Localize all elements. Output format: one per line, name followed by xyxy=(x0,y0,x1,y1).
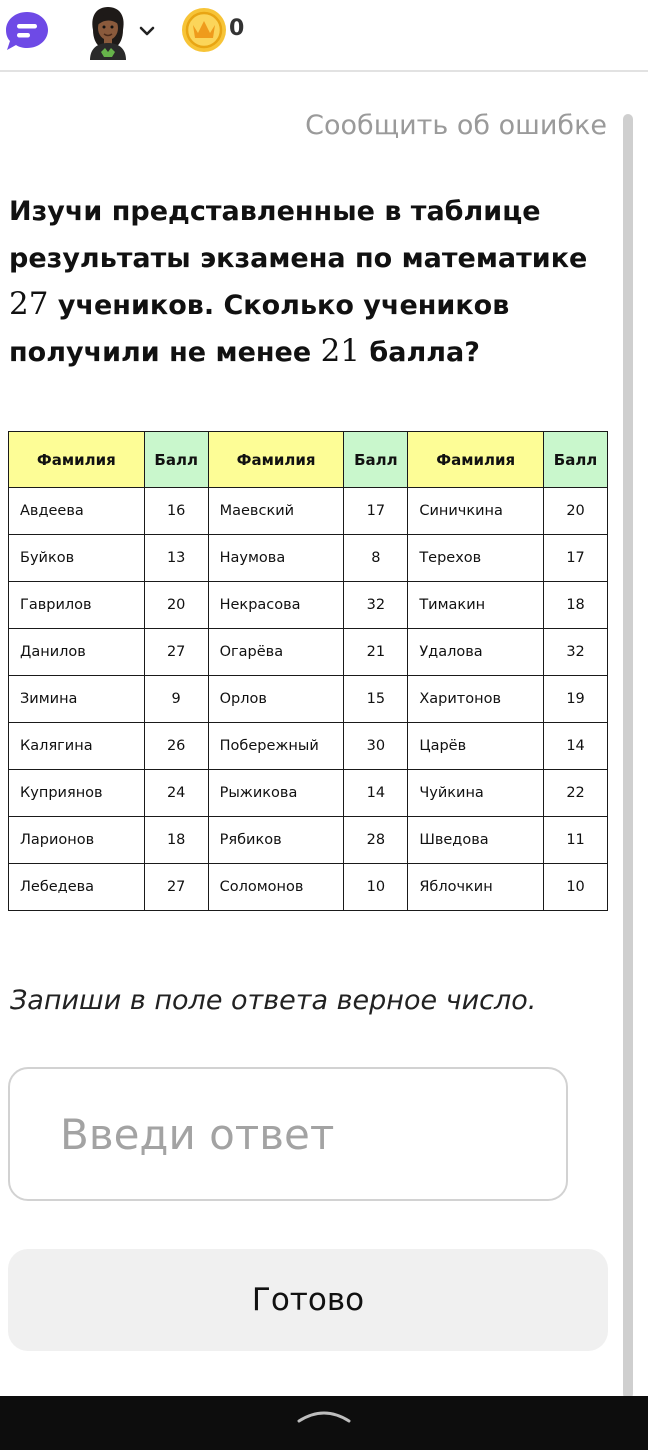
student-score: 10 xyxy=(344,864,408,911)
student-score: 13 xyxy=(144,535,208,582)
crown-coin-icon[interactable] xyxy=(180,6,228,54)
question-number-threshold: 21 xyxy=(320,333,361,369)
student-surname: Зимина xyxy=(9,676,145,723)
table-row xyxy=(9,629,608,676)
student-surname: Авдеева xyxy=(9,488,145,535)
scrollbar[interactable] xyxy=(623,114,633,1399)
student-surname: Побережный xyxy=(208,723,344,770)
student-score: 32 xyxy=(544,629,608,676)
column-header-surname: Фамилия xyxy=(208,432,344,488)
student-score: 19 xyxy=(544,676,608,723)
student-score: 21 xyxy=(344,629,408,676)
student-score: 20 xyxy=(144,582,208,629)
table-row xyxy=(9,582,608,629)
table-row xyxy=(9,864,608,911)
table-header-row xyxy=(9,432,608,488)
student-score: 26 xyxy=(144,723,208,770)
student-score: 32 xyxy=(344,582,408,629)
student-surname: Шведова xyxy=(408,817,544,864)
student-surname: Рыжикова xyxy=(208,770,344,817)
student-score: 22 xyxy=(544,770,608,817)
student-surname: Буйков xyxy=(9,535,145,582)
student-surname: Калягина xyxy=(9,723,145,770)
student-score: 17 xyxy=(544,535,608,582)
student-surname: Некрасова xyxy=(208,582,344,629)
column-header-surname: Фамилия xyxy=(408,432,544,488)
table-row xyxy=(9,817,608,864)
student-surname: Яблочкин xyxy=(408,864,544,911)
student-score: 27 xyxy=(144,864,208,911)
student-surname: Маевский xyxy=(208,488,344,535)
chevron-down-icon[interactable] xyxy=(138,24,156,38)
column-header-score: Балл xyxy=(344,432,408,488)
student-surname: Лебедева xyxy=(9,864,145,911)
student-surname: Ларионов xyxy=(9,817,145,864)
student-score: 18 xyxy=(144,817,208,864)
student-score: 8 xyxy=(344,535,408,582)
student-surname: Куприянов xyxy=(9,770,145,817)
student-surname: Гаврилов xyxy=(9,582,145,629)
table-row xyxy=(9,488,608,535)
submit-button[interactable]: Готово xyxy=(8,1249,608,1351)
table-row xyxy=(9,770,608,817)
student-surname: Харитонов xyxy=(408,676,544,723)
table-row xyxy=(9,676,608,723)
column-header-score: Балл xyxy=(144,432,208,488)
answer-input[interactable] xyxy=(8,1067,568,1201)
top-bar xyxy=(0,0,648,72)
student-score: 14 xyxy=(544,723,608,770)
student-score: 28 xyxy=(344,817,408,864)
student-score: 18 xyxy=(544,582,608,629)
student-score: 9 xyxy=(144,676,208,723)
student-score: 30 xyxy=(344,723,408,770)
student-surname: Наумова xyxy=(208,535,344,582)
column-header-score: Балл xyxy=(544,432,608,488)
student-score: 17 xyxy=(344,488,408,535)
student-score: 27 xyxy=(144,629,208,676)
student-score: 14 xyxy=(344,770,408,817)
student-surname: Рябиков xyxy=(208,817,344,864)
exam-results-table xyxy=(8,431,608,911)
bottom-bar xyxy=(0,1396,648,1450)
student-surname: Царёв xyxy=(408,723,544,770)
question-part-3: балла? xyxy=(360,337,480,368)
question-part-2: учеников. Сколько учеников получили не менее xyxy=(9,290,510,368)
column-header-surname: Фамилия xyxy=(9,432,145,488)
question-part-1: Изучи представленные в таблице результаты экзамена по математике xyxy=(9,196,588,274)
student-score: 15 xyxy=(344,676,408,723)
student-surname: Чуйкина xyxy=(408,770,544,817)
table-row xyxy=(9,723,608,770)
student-surname: Орлов xyxy=(208,676,344,723)
student-surname: Удалова xyxy=(408,629,544,676)
student-surname: Данилов xyxy=(9,629,145,676)
user-avatar-icon[interactable] xyxy=(84,4,132,60)
student-score: 16 xyxy=(144,488,208,535)
report-error-link[interactable]: Сообщить об ошибке xyxy=(305,110,607,141)
student-surname: Огарёва xyxy=(208,629,344,676)
chevron-up-icon[interactable] xyxy=(296,1408,352,1424)
chat-bubble-logo-icon[interactable] xyxy=(4,10,50,52)
instruction-text: Запиши в поле ответа верное число. xyxy=(10,985,537,1016)
student-surname: Соломонов xyxy=(208,864,344,911)
student-score: 10 xyxy=(544,864,608,911)
question-number-students: 27 xyxy=(9,286,49,322)
table-row xyxy=(9,535,608,582)
coin-count: 0 xyxy=(229,16,245,41)
student-score: 11 xyxy=(544,817,608,864)
student-surname: Терехов xyxy=(408,535,544,582)
student-surname: Тимакин xyxy=(408,582,544,629)
question-text xyxy=(9,188,609,376)
student-surname: Синичкина xyxy=(408,488,544,535)
student-score: 24 xyxy=(144,770,208,817)
student-score: 20 xyxy=(544,488,608,535)
